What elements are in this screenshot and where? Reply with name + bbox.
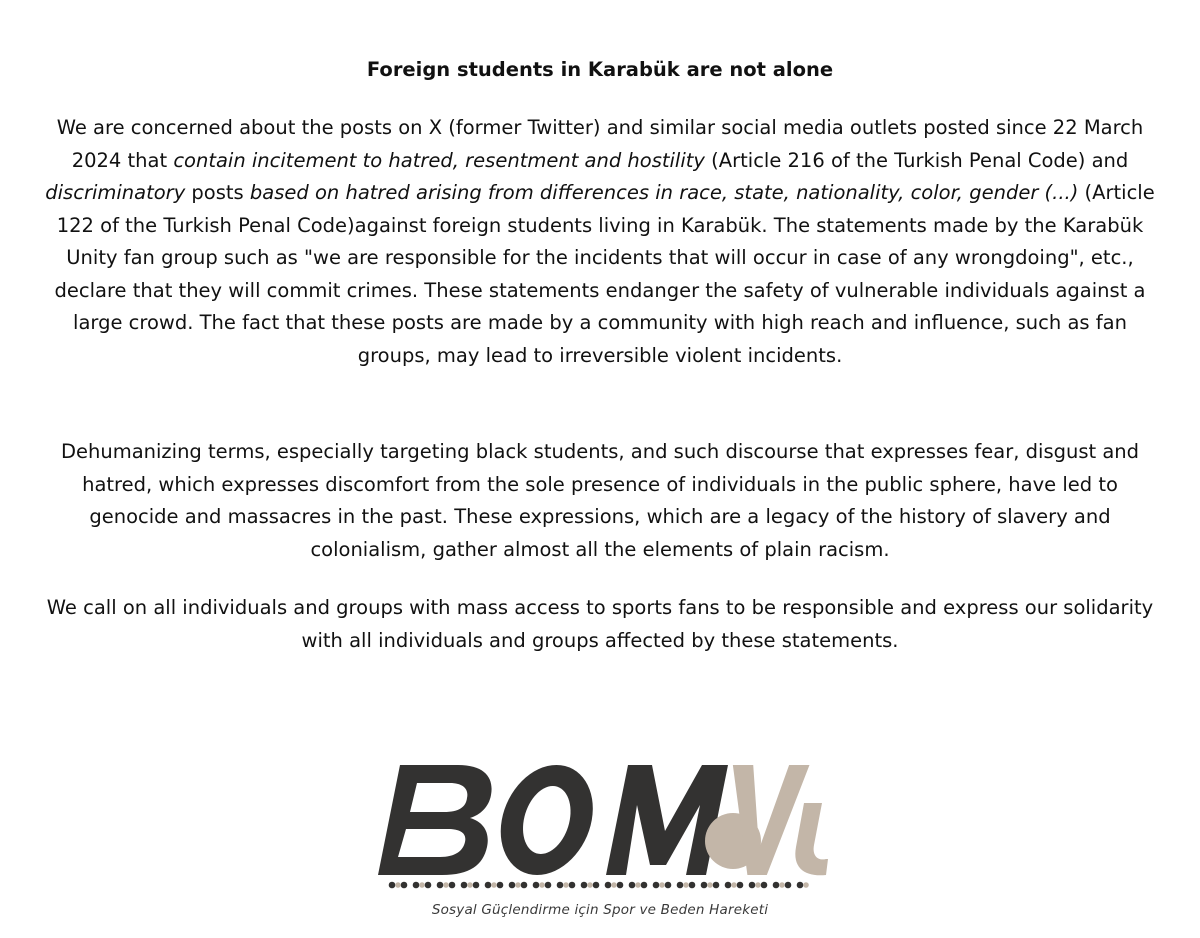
p1-text-3: posts <box>185 181 250 204</box>
paragraph-2: Dehumanizing terms, especially targeting black students, and such discourse that expresses fear, disgust and hatred, which expresses discomfort from the sole presence of individuals in the public sphere, have led to genocide and massacres in the past. These expressions, which are a legacy of the history of slavery and colonialism, gather almost all the elements of plain racism. <box>60 440 1140 561</box>
p1-text-1: We are concerned about the posts on X (former Twitter) and similar social media outlets posted since 22 March 2024 that <box>56 116 1144 172</box>
paragraph-1 <box>40 112 1160 372</box>
paragraph-3: We call on all individuals and groups with mass access to sports fans to be responsible and express our solidarity with all individuals and groups affected by these statements. <box>46 596 1154 652</box>
p1-italic-2: discriminatory <box>45 181 186 204</box>
document-title: Foreign students in Karabük are not alone <box>366 58 834 81</box>
p1-text-4: (Article 122 of the Turkish Penal Code)against foreign students living in Karabük. The statements made by the Karabük Unity fan group such as "we are responsible for the incidents that will occur in case of any wrongdoing", etc., declare that they will commit crimes. These statements endanger the safety of vulnerable individuals against a large crowd. The fact that these posts are made by a community with high reach and influence, such as fan groups, may lead to irreversible violent incidents. <box>54 181 1155 367</box>
bomovu-wordmark-icon <box>360 745 840 895</box>
dotted-divider <box>389 882 809 889</box>
p1-italic-3: based on hatred arising from differences in race, state, nationality, color, gender (...) <box>249 181 1079 204</box>
p1-text-2: (Article 216 of the Turkish Penal Code) and <box>704 148 1129 172</box>
logo-tagline: Sosyal Güçlendirme için Spor ve Beden Hareketi <box>431 902 769 918</box>
p1-italic-1: contain incitement to hatred, resentment and hostility <box>173 148 705 172</box>
bomovu-logo <box>360 745 840 935</box>
